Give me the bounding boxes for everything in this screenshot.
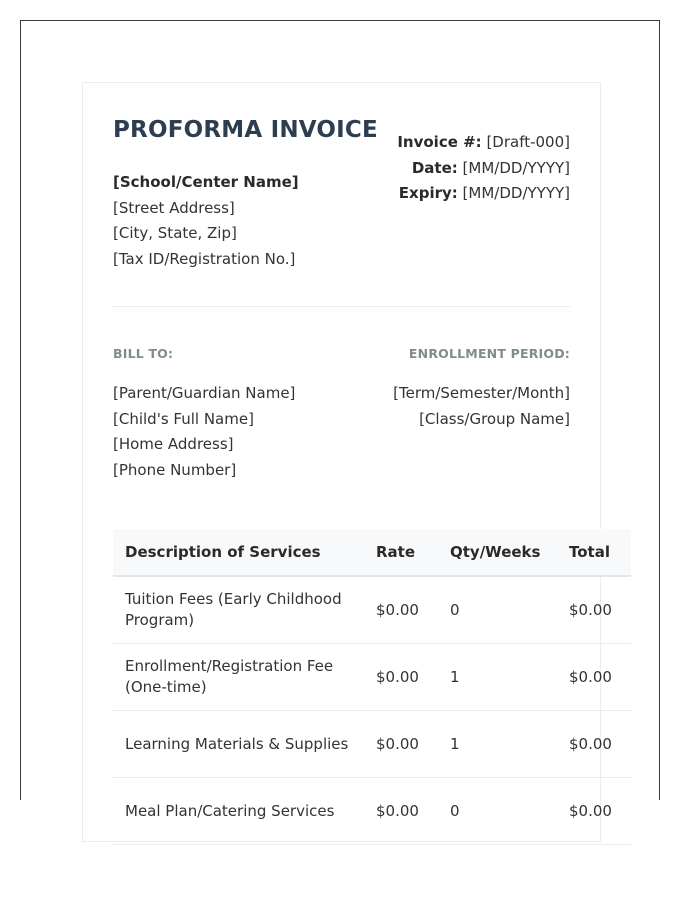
invoice-sheet: [82, 82, 612, 842]
invoice-date-line: [397, 156, 570, 182]
row-total: $0.00: [557, 778, 631, 845]
row-rate: $0.00: [364, 711, 438, 778]
table-row: [113, 644, 631, 711]
row-description: Learning Materials & Supplies: [113, 711, 364, 778]
row-rate: $0.00: [364, 778, 438, 845]
table-row: [113, 576, 631, 644]
header-qty: Qty/Weeks: [438, 529, 557, 576]
enrollment-term: [Term/Semester/Month]: [393, 384, 570, 402]
invoice-title: PROFORMA INVOICE: [113, 117, 378, 143]
school-name: [School/Center Name]: [113, 173, 299, 191]
invoice-expiry-label: Expiry:: [398, 184, 458, 202]
bill-to-child: [Child's Full Name]: [113, 409, 254, 428]
row-rate: $0.00: [364, 644, 438, 711]
bill-to-guardian: [Parent/Guardian Name]: [113, 384, 296, 402]
row-description: Meal Plan/Catering Services: [113, 778, 364, 845]
school-city: [City, State, Zip]: [113, 224, 237, 242]
row-qty: 0: [438, 576, 557, 644]
enrollment-class: [Class/Group Name]: [419, 409, 570, 428]
school-info: [113, 170, 299, 272]
enrollment-period-label: ENROLLMENT PERIOD:: [408, 346, 570, 361]
bill-to-label: BILL TO:: [113, 346, 174, 361]
invoice-expiry-value: [MM/DD/YYYY]: [457, 184, 570, 202]
school-tax-id: [Tax ID/Registration No.]: [113, 249, 296, 268]
bill-to-phone: [Phone Number]: [113, 460, 237, 479]
table-header-row: [113, 529, 631, 576]
row-description: Enrollment/Registration Fee (One-time): [113, 644, 364, 711]
invoice-number-label: Invoice #:: [397, 133, 482, 151]
row-description: Tuition Fees (Early Childhood Program): [113, 576, 364, 644]
invoice-date-label: Date:: [411, 158, 458, 177]
row-qty: 1: [438, 644, 557, 711]
invoice-expiry-line: [397, 181, 570, 207]
row-rate: $0.00: [364, 576, 438, 644]
invoice-date-value: [MM/DD/YYYY]: [457, 158, 570, 177]
document-frame: [20, 20, 660, 820]
enrollment-block: [393, 381, 570, 432]
header-description: Description of Services: [113, 529, 364, 576]
school-street: [Street Address]: [113, 198, 235, 217]
header-total: Total: [557, 529, 631, 576]
invoice-number-value: [Draft-000]: [481, 133, 570, 151]
bill-to-block: [113, 381, 295, 483]
bill-to-address: [Home Address]: [113, 435, 234, 453]
row-qty: 0: [438, 778, 557, 845]
row-qty: 1: [438, 711, 557, 778]
invoice-meta: [397, 130, 570, 207]
services-table: [113, 529, 631, 845]
row-total: $0.00: [557, 576, 631, 644]
row-total: $0.00: [557, 644, 631, 711]
section-divider: [113, 306, 570, 307]
row-total: $0.00: [557, 711, 631, 778]
header-rate: Rate: [364, 529, 438, 576]
table-row: [113, 711, 631, 778]
table-row: [113, 778, 631, 845]
invoice-number-line: [397, 130, 570, 156]
